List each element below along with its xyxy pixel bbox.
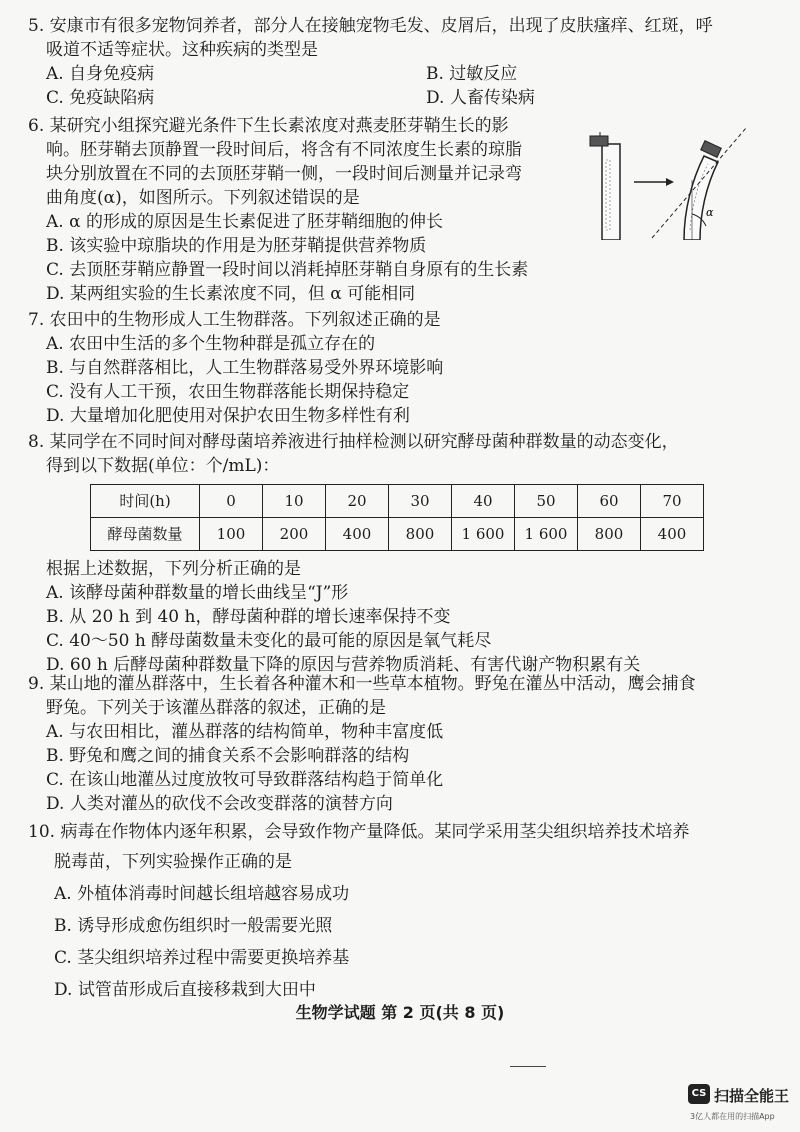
question-7 [28, 308, 783, 428]
q5-option-b: B. 过敏反应 [426, 64, 518, 84]
q5-option-c: C. 免疫缺陷病 [46, 88, 155, 108]
time-row [91, 485, 704, 518]
q9-option-b: B. 野兔和鹰之间的捕食关系不会影响群落的结构 [46, 746, 410, 766]
agar-block-right [701, 141, 722, 158]
q5-stem-line2: 吸道不适等症状。这种疾病的类型是 [46, 40, 318, 60]
q9-option-c: C. 在该山地灌丛过度放牧可导致群落结构趋于简单化 [46, 770, 444, 790]
q8-option-a: A. 该酵母菌种群数量的增长曲线呈“J”形 [46, 583, 349, 603]
q7-option-c: C. 没有人工干预，农田生物群落能长期保持稳定 [46, 382, 410, 402]
yeast-data-table [90, 484, 704, 551]
q6-stem-line1: 6. 某研究小组探究避光条件下生长素浓度对燕麦胚芽鞘生长的影 [28, 116, 509, 136]
count-row [91, 518, 704, 551]
count-cell: 800 [578, 518, 641, 551]
time-cell: 70 [641, 485, 704, 518]
q8-stem-line1: 8. 某同学在不同时间对酵母菌培养液进行抽样检测以研究酵母菌种群数量的动态变化， [28, 432, 679, 452]
q9-option-a: A. 与农田相比，灌丛群落的结构简单，物种丰富度低 [46, 722, 444, 742]
q8-prompt: 根据上述数据，下列分析正确的是 [46, 559, 301, 579]
alpha-label: α [706, 206, 714, 219]
q10-option-b: B. 诱导形成愈伤组织时一般需要光照 [54, 916, 333, 936]
q8-option-c: C. 40～50 h 酵母菌数量未变化的最可能的原因是氧气耗尽 [46, 631, 492, 651]
q10-option-d: D. 试管苗形成后直接移栽到大田中 [54, 980, 316, 1000]
count-cell: 400 [641, 518, 704, 551]
arrow-icon [666, 178, 674, 186]
time-cell: 40 [452, 485, 515, 518]
time-cell: 20 [326, 485, 389, 518]
q7-option-d: D. 大量增加化肥使用对保护农田生物多样性有利 [46, 406, 410, 426]
count-cell: 1 600 [452, 518, 515, 551]
q5-options [28, 62, 783, 110]
q9-stem-line1: 9. 某山地的灌丛群落中，生长着各种灌木和一些草本植物。野兔在灌丛中活动，鹰会捕食 [28, 674, 696, 694]
q9-stem-line2: 野兔。下列关于该灌丛群落的叙述，正确的是 [46, 698, 386, 718]
q10-option-c: C. 茎尖组织培养过程中需要更换培养基 [54, 948, 350, 968]
q6-option-a: A. α 的形成的原因是生长素促进了胚芽鞘细胞的伸长 [46, 212, 443, 232]
q6-option-d: D. 某两组实验的生长素浓度不同，但 α 可能相同 [46, 284, 416, 304]
scanner-watermark [688, 1084, 798, 1128]
coleoptile-figure [580, 120, 750, 240]
count-cell: 100 [200, 518, 263, 551]
question-5 [28, 14, 783, 110]
q8-option-d: D. 60 h 后酵母菌种群数量下降的原因与营养物质消耗、有害代谢产物积累有关 [46, 655, 641, 675]
straight-coleoptile [602, 144, 620, 240]
count-cell: 1 600 [515, 518, 578, 551]
time-header: 时间(h) [91, 485, 200, 518]
q6-option-b: B. 该实验中琼脂块的作用是为胚芽鞘提供营养物质 [46, 236, 427, 256]
q5-stem-line1: 5. 安康市有很多宠物饲养者，部分人在接触宠物毛发、皮屑后，出现了皮肤瘙痒、红斑，呼 [28, 16, 713, 36]
divider [510, 1066, 546, 1067]
q8-option-b: B. 从 20 h 到 40 h，酵母菌种群的增长速率保持不变 [46, 607, 451, 627]
q7-option-b: B. 与自然群落相比，人工生物群落易受外界环境影响 [46, 358, 444, 378]
q6-stem-line2: 响。胚芽鞘去顶静置一段时间后，将含有不同浓度生长素的琼脂 [46, 140, 522, 160]
time-cell: 30 [389, 485, 452, 518]
time-cell: 60 [578, 485, 641, 518]
time-cell: 50 [515, 485, 578, 518]
count-cell: 200 [263, 518, 326, 551]
question-9 [28, 672, 788, 816]
count-cell: 800 [389, 518, 452, 551]
time-cell: 10 [263, 485, 326, 518]
agar-block-left [590, 136, 608, 146]
q5-option-a: A. 自身免疫病 [46, 64, 155, 84]
q10-stem-line2: 脱毒苗，下列实验操作正确的是 [54, 852, 292, 872]
q5-option-d: D. 人畜传染病 [426, 88, 535, 108]
watermark-name: 扫描全能王 [714, 1087, 790, 1105]
q7-stem: 7. 农田中的生物形成人工生物群落。下列叙述正确的是 [28, 310, 441, 330]
watermark-tagline: 3亿人都在用的扫描App [690, 1112, 775, 1121]
q7-option-a: A. 农田中生活的多个生物种群是孤立存在的 [46, 334, 376, 354]
question-8 [28, 430, 788, 677]
count-cell: 400 [326, 518, 389, 551]
q6-option-c: C. 去顶胚芽鞘应静置一段时间以消耗掉胚芽鞘自身原有的生长素 [46, 260, 529, 280]
count-header: 酵母菌数量 [91, 518, 200, 551]
question-10 [28, 820, 788, 1002]
q8-stem-line2: 得到以下数据(单位：个/mL)： [46, 456, 280, 476]
page-footer: 生物学试题 第 2 页(共 8 页) [295, 1003, 505, 1022]
q6-stem-line4: 曲角度(α)，如图所示。下列叙述错误的是 [46, 188, 360, 208]
bent-coleoptile [684, 156, 718, 240]
q9-option-d: D. 人类对灌丛的砍伐不会改变群落的演替方向 [46, 794, 393, 814]
q10-stem-line1: 10. 病毒在作物体内逐年积累，会导致作物产量降低。某同学采用茎尖组织培养技术培养 [28, 822, 690, 842]
time-cell: 0 [200, 485, 263, 518]
camscanner-logo-icon: CS [688, 1084, 710, 1104]
q10-option-a: A. 外植体消毒时间越长组培越容易成功 [54, 884, 350, 904]
q6-stem-line3: 块分别放置在不同的去顶胚芽鞘一侧，一段时间后测量并记录弯 [46, 164, 522, 184]
